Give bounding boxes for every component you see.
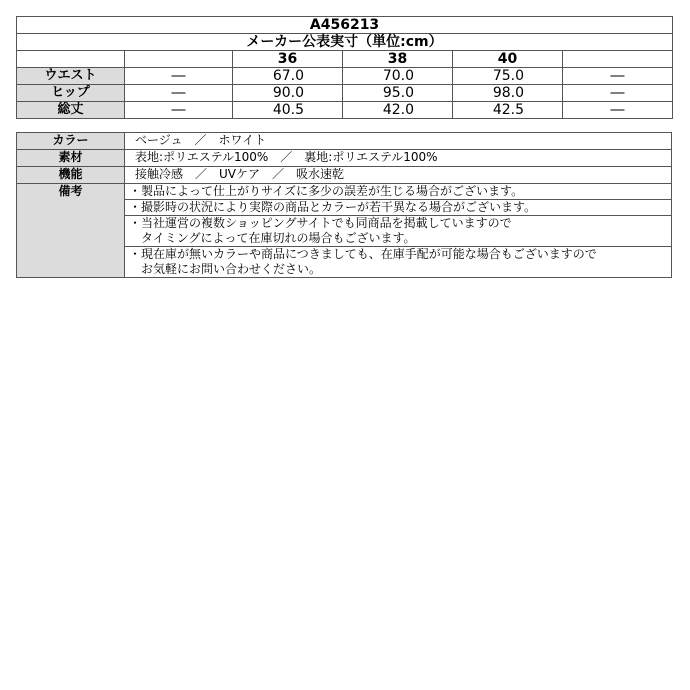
cell: ― — [125, 68, 233, 85]
size-table — [16, 16, 673, 119]
cell: ― — [125, 102, 233, 119]
cell: 95.0 — [343, 85, 453, 102]
size-row-hip — [17, 85, 673, 102]
detail-label: 素材 — [17, 150, 125, 167]
cell: 42.0 — [343, 102, 453, 119]
detail-value: ベージュ ／ ホワイト — [125, 133, 672, 150]
cell: 70.0 — [343, 68, 453, 85]
cell: 42.5 — [453, 102, 563, 119]
cell: 67.0 — [233, 68, 343, 85]
size-caption: メーカー公表実寸（単位:cm） — [17, 34, 673, 51]
detail-value: 表地:ポリエステル100% ／ 裏地:ポリエステル100% — [125, 150, 672, 167]
note-item — [125, 184, 672, 200]
size-head-38: 38 — [343, 51, 453, 68]
detail-row-function — [17, 167, 672, 184]
size-row-length — [17, 102, 673, 119]
size-corner — [17, 51, 125, 68]
detail-label: カラー — [17, 133, 125, 150]
size-head-empty — [125, 51, 233, 68]
cell: ― — [563, 85, 673, 102]
note-line: タイミングによって在庫切れの場合もございます。 — [129, 231, 416, 245]
note-line: ・製品によって仕上がりサイズに多少の誤差が生じる場合がございます。 — [129, 184, 524, 198]
row-label: ウエスト — [17, 68, 125, 85]
size-row-waist — [17, 68, 673, 85]
cell: ― — [563, 68, 673, 85]
note-line: お気軽にお問い合わせください。 — [129, 262, 322, 276]
detail-label: 備考 — [17, 184, 125, 278]
detail-row-material — [17, 150, 672, 167]
note-item — [125, 200, 672, 216]
cell: ― — [125, 85, 233, 102]
note-line: ・当社運営の複数ショッピングサイトでも同商品を掲載していますので — [129, 216, 512, 230]
detail-label: 機能 — [17, 167, 125, 184]
product-code: A456213 — [17, 17, 673, 34]
row-label: ヒップ — [17, 85, 125, 102]
cell: 75.0 — [453, 68, 563, 85]
detail-row-color — [17, 133, 672, 150]
detail-table — [16, 132, 672, 278]
size-head-empty — [563, 51, 673, 68]
detail-row-note-1 — [17, 184, 672, 200]
note-item — [125, 216, 672, 247]
cell: 98.0 — [453, 85, 563, 102]
row-label: 総丈 — [17, 102, 125, 119]
size-head-36: 36 — [233, 51, 343, 68]
note-line: ・撮影時の状況により実際の商品とカラーが若干異なる場合がございます。 — [129, 200, 537, 214]
size-head-40: 40 — [453, 51, 563, 68]
detail-value: 接触冷感 ／ UVケア ／ 吸水速乾 — [125, 167, 672, 184]
cell: ― — [563, 102, 673, 119]
note-line: ・現在庫が無いカラーや商品につきましても、在庫手配が可能な場合もございますので — [129, 247, 597, 261]
note-item — [125, 247, 672, 278]
cell: 40.5 — [233, 102, 343, 119]
cell: 90.0 — [233, 85, 343, 102]
